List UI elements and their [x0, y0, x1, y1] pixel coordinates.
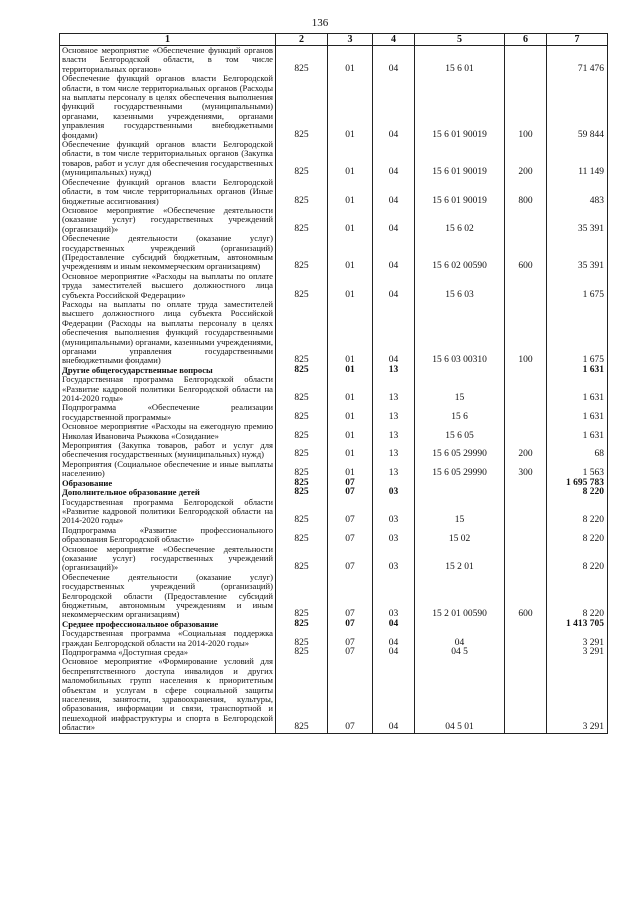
- row-gr-cell: 825: [276, 573, 328, 620]
- row-gr-cell: 825: [276, 498, 328, 526]
- row-csr-cell: 15 6 01 90019: [415, 178, 505, 206]
- row-rz-cell: 01: [328, 178, 373, 206]
- row-sum-cell: 3 291: [547, 648, 608, 657]
- row-gr-cell: 825: [276, 648, 328, 657]
- row-csr-cell: 15 6 05 29990: [415, 460, 505, 479]
- row-csr-cell: 15: [415, 498, 505, 526]
- row-name-cell: Подпрограмма «Обеспечение реализации государственной программы»: [60, 403, 276, 422]
- row-rz-cell: 07: [328, 479, 373, 488]
- row-csr-cell: [415, 620, 505, 629]
- row-name-cell: Основное мероприятие «Расходы на ежегодную премию Николая Ивановича Рыжкова «Созидание»: [60, 422, 276, 441]
- row-vr-cell: [505, 46, 547, 75]
- row-csr-cell: 15 02: [415, 526, 505, 545]
- row-pr-cell: 04: [373, 206, 415, 234]
- row-rz-cell: 01: [328, 272, 373, 300]
- row-name-cell: Обеспечение деятельности (оказание услуг) государственных учреждений (организаций) Белгородской области (Предоставление субсидий бюджетным, автономным учреждениям и иным некоммерческим организациям): [60, 573, 276, 620]
- row-name-cell: Подпрограмма «Развитие профессионального образования Белгородской области»: [60, 526, 276, 545]
- row-gr-cell: 825: [276, 46, 328, 75]
- row-vr-cell: 800: [505, 178, 547, 206]
- row-name-cell: Среднее профессиональное образование: [60, 620, 276, 629]
- row-sum-cell: 1 413 705: [547, 620, 608, 629]
- row-name-cell: Обеспечение функций органов власти Белгородской области, в том числе территориальных органов (Иные бюджетные ассигнования): [60, 178, 276, 206]
- row-csr-cell: 15 6: [415, 403, 505, 422]
- row-csr-cell: [415, 488, 505, 497]
- row-pr-cell: 13: [373, 366, 415, 375]
- row-pr-cell: 13: [373, 460, 415, 479]
- row-name-cell: Основное мероприятие «Обеспечение деятельности (оказание услуг) государственных учреждений (организаций)»: [60, 206, 276, 234]
- row-pr-cell: 04: [373, 74, 415, 140]
- row-csr-cell: 15 6 01 90019: [415, 74, 505, 140]
- row-rz-cell: 01: [328, 366, 373, 375]
- row-pr-cell: 04: [373, 629, 415, 648]
- row-gr-cell: 825: [276, 657, 328, 733]
- row-rz-cell: 01: [328, 234, 373, 272]
- row-pr-cell: 13: [373, 375, 415, 403]
- row-vr-cell: [505, 375, 547, 403]
- row-sum-cell: 8 220: [547, 545, 608, 573]
- row-gr-cell: 825: [276, 206, 328, 234]
- row-pr-cell: 04: [373, 648, 415, 657]
- row-vr-cell: 100: [505, 74, 547, 140]
- row-gr-cell: 825: [276, 375, 328, 403]
- row-sum-cell: 11 149: [547, 140, 608, 178]
- row-sum-cell: 1 675: [547, 300, 608, 366]
- header-col-2: 2: [276, 34, 328, 46]
- header-col-6: 6: [505, 34, 547, 46]
- row-name-cell: Основное мероприятие «Формирование условий для беспрепятственного доступа инвалидов и других маломобильных групп населения к приоритетным объектам и услугам в сфере социальной защиты населения, занятости, здравоохранения, культуры, образования, информации и связи, транспортной и пешеходной инфраструктуры и спорта в Белгородской области»: [60, 657, 276, 733]
- table-row: [60, 178, 608, 206]
- row-pr-cell: 13: [373, 422, 415, 441]
- row-vr-cell: 300: [505, 460, 547, 479]
- row-vr-cell: [505, 657, 547, 733]
- row-csr-cell: 15 6 01: [415, 46, 505, 75]
- row-csr-cell: [415, 479, 505, 488]
- row-rz-cell: 07: [328, 498, 373, 526]
- row-name-cell: Основное мероприятие «Расходы на выплаты по оплате труда заместителей высшего должностного лица субъекта Российской Федерации»: [60, 272, 276, 300]
- table-row: [60, 46, 608, 75]
- row-pr-cell: 13: [373, 403, 415, 422]
- row-sum-cell: 1 631: [547, 422, 608, 441]
- header-col-3: 3: [328, 34, 373, 46]
- row-csr-cell: 04 5: [415, 648, 505, 657]
- table-row: [60, 206, 608, 234]
- row-sum-cell: 1 631: [547, 375, 608, 403]
- row-vr-cell: [505, 629, 547, 648]
- table-row: [60, 629, 608, 648]
- header-col-1: 1: [60, 34, 276, 46]
- row-vr-cell: [505, 526, 547, 545]
- row-name-cell: Подпрограмма «Доступная среда»: [60, 648, 276, 657]
- row-csr-cell: 15 6 05: [415, 422, 505, 441]
- row-sum-cell: 483: [547, 178, 608, 206]
- row-gr-cell: 825: [276, 234, 328, 272]
- row-vr-cell: [505, 272, 547, 300]
- row-csr-cell: [415, 366, 505, 375]
- row-rz-cell: 07: [328, 526, 373, 545]
- row-csr-cell: 15 6 05 29990: [415, 441, 505, 460]
- row-vr-cell: 200: [505, 441, 547, 460]
- header-row: [60, 34, 608, 46]
- table-row: [60, 460, 608, 479]
- row-vr-cell: 200: [505, 140, 547, 178]
- budget-table: [59, 33, 608, 734]
- row-csr-cell: 15 6 03: [415, 272, 505, 300]
- table-row: [60, 526, 608, 545]
- table-row: [60, 498, 608, 526]
- row-vr-cell: [505, 620, 547, 629]
- row-gr-cell: 825: [276, 74, 328, 140]
- row-sum-cell: 59 844: [547, 74, 608, 140]
- row-vr-cell: 100: [505, 300, 547, 366]
- row-sum-cell: 1 563: [547, 460, 608, 479]
- row-vr-cell: [505, 488, 547, 497]
- row-rz-cell: 07: [328, 657, 373, 733]
- row-name-cell: Обеспечение деятельности (оказание услуг) государственных учреждений (организаций) (Предоставление субсидий бюджетным, автономным учреждениям и иным некоммерческим организациям): [60, 234, 276, 272]
- row-vr-cell: [505, 648, 547, 657]
- row-rz-cell: 01: [328, 375, 373, 403]
- row-sum-cell: 68: [547, 441, 608, 460]
- row-rz-cell: 01: [328, 206, 373, 234]
- table-row: [60, 375, 608, 403]
- row-pr-cell: 03: [373, 488, 415, 497]
- row-pr-cell: 03: [373, 573, 415, 620]
- row-sum-cell: 1 631: [547, 366, 608, 375]
- table-row: [60, 441, 608, 460]
- row-gr-cell: 825: [276, 403, 328, 422]
- row-pr-cell: 13: [373, 441, 415, 460]
- row-sum-cell: 71 476: [547, 46, 608, 75]
- row-name-cell: Основное мероприятие «Обеспечение функций органов власти Белгородской области, в том числе территориальных органов»: [60, 46, 276, 75]
- row-vr-cell: [505, 206, 547, 234]
- row-csr-cell: 15 6 02 00590: [415, 234, 505, 272]
- row-name-cell: Обеспечение функций органов власти Белгородской области, в том числе территориальных органов (Расходы на выплаты персоналу в целях обеспечения выполнения функций государственными (муниципальными) органами, казенными учреждениями, органами управления государственными внебюджетными фондами): [60, 74, 276, 140]
- row-gr-cell: 825: [276, 140, 328, 178]
- row-pr-cell: 03: [373, 498, 415, 526]
- row-pr-cell: 04: [373, 234, 415, 272]
- table-body: [60, 46, 608, 734]
- row-rz-cell: 07: [328, 620, 373, 629]
- row-rz-cell: 01: [328, 460, 373, 479]
- table-row: [60, 573, 608, 620]
- row-rz-cell: 07: [328, 629, 373, 648]
- row-sum-cell: 35 391: [547, 206, 608, 234]
- row-pr-cell: 04: [373, 300, 415, 366]
- row-csr-cell: 15 2 01: [415, 545, 505, 573]
- row-name-cell: Мероприятия (Социальное обеспечение и иные выплаты населению): [60, 460, 276, 479]
- row-gr-cell: 825: [276, 272, 328, 300]
- row-pr-cell: 04: [373, 657, 415, 733]
- table-row: [60, 545, 608, 573]
- row-gr-cell: 825: [276, 479, 328, 488]
- table-row: [60, 234, 608, 272]
- row-name-cell: Расходы на выплаты по оплате труда заместителей высшего должностного лица субъекта Российской Федерации (Расходы на выплаты персоналу в целях обеспечения выполнения функций государственными (муниципальными) органами, казенными учреждениями, органами управления государственными внебюджетными фондами): [60, 300, 276, 366]
- row-gr-cell: 825: [276, 620, 328, 629]
- table-row: [60, 422, 608, 441]
- row-name-cell: Дополнительное образование детей: [60, 488, 276, 497]
- row-name-cell: Мероприятия (Закупка товаров, работ и услуг для обеспечения государственных (муниципальных) нужд): [60, 441, 276, 460]
- row-vr-cell: [505, 479, 547, 488]
- table-row: [60, 74, 608, 140]
- row-rz-cell: 01: [328, 441, 373, 460]
- row-gr-cell: 825: [276, 545, 328, 573]
- row-gr-cell: 825: [276, 526, 328, 545]
- row-pr-cell: 04: [373, 140, 415, 178]
- row-csr-cell: 15 6 01 90019: [415, 140, 505, 178]
- row-rz-cell: 01: [328, 403, 373, 422]
- table-row: [60, 140, 608, 178]
- row-rz-cell: 01: [328, 140, 373, 178]
- row-csr-cell: 15 2 01 00590: [415, 573, 505, 620]
- row-pr-cell: 04: [373, 272, 415, 300]
- row-csr-cell: 04 5 01: [415, 657, 505, 733]
- row-vr-cell: [505, 366, 547, 375]
- row-vr-cell: [505, 422, 547, 441]
- row-pr-cell: 03: [373, 526, 415, 545]
- table-row: [60, 657, 608, 733]
- row-pr-cell: 03: [373, 545, 415, 573]
- row-sum-cell: 8 220: [547, 488, 608, 497]
- table-row: [60, 272, 608, 300]
- row-gr-cell: 825: [276, 366, 328, 375]
- row-sum-cell: 3 291: [547, 629, 608, 648]
- row-csr-cell: 04: [415, 629, 505, 648]
- row-name-cell: Государственная программа Белгородской области «Развитие кадровой политики Белгородской области на 2014-2020 годы»: [60, 375, 276, 403]
- row-gr-cell: 825: [276, 460, 328, 479]
- row-csr-cell: 15 6 02: [415, 206, 505, 234]
- row-vr-cell: [505, 498, 547, 526]
- row-vr-cell: 600: [505, 234, 547, 272]
- row-sum-cell: 35 391: [547, 234, 608, 272]
- row-gr-cell: 825: [276, 300, 328, 366]
- row-pr-cell: 04: [373, 620, 415, 629]
- row-csr-cell: 15: [415, 375, 505, 403]
- row-sum-cell: 1 675: [547, 272, 608, 300]
- row-name-cell: Государственная программа «Социальная поддержка граждан Белгородской области на 2014-2020 годы»: [60, 629, 276, 648]
- row-rz-cell: 07: [328, 573, 373, 620]
- row-rz-cell: 01: [328, 74, 373, 140]
- row-name-cell: Другие общегосударственные вопросы: [60, 366, 276, 375]
- row-pr-cell: 04: [373, 46, 415, 75]
- row-gr-cell: 825: [276, 422, 328, 441]
- row-rz-cell: 01: [328, 46, 373, 75]
- row-sum-cell: 8 220: [547, 498, 608, 526]
- page-number: 136: [311, 17, 329, 29]
- table-row: [60, 300, 608, 366]
- row-rz-cell: 01: [328, 422, 373, 441]
- row-sum-cell: 8 220: [547, 573, 608, 620]
- row-rz-cell: 01: [328, 300, 373, 366]
- row-name-cell: Основное мероприятие «Обеспечение деятельности (оказание услуг) государственных учреждений (организаций)»: [60, 545, 276, 573]
- row-name-cell: Образование: [60, 479, 276, 488]
- row-gr-cell: 825: [276, 488, 328, 497]
- row-rz-cell: 07: [328, 648, 373, 657]
- row-csr-cell: 15 6 03 00310: [415, 300, 505, 366]
- row-vr-cell: 600: [505, 573, 547, 620]
- row-rz-cell: 07: [328, 488, 373, 497]
- row-sum-cell: 1 695 783: [547, 479, 608, 488]
- row-gr-cell: 825: [276, 441, 328, 460]
- header-col-5: 5: [415, 34, 505, 46]
- row-pr-cell: 04: [373, 178, 415, 206]
- row-name-cell: Обеспечение функций органов власти Белгородской области, в том числе территориальных органов (Закупка товаров, работ и услуг для обеспечения государственных (муниципальных) нужд): [60, 140, 276, 178]
- row-vr-cell: [505, 545, 547, 573]
- table-row: [60, 403, 608, 422]
- row-sum-cell: 3 291: [547, 657, 608, 733]
- row-sum-cell: 8 220: [547, 526, 608, 545]
- header-col-4: 4: [373, 34, 415, 46]
- row-vr-cell: [505, 403, 547, 422]
- row-name-cell: Государственная программа Белгородской области «Развитие кадровой политики Белгородской области на 2014-2020 годы»: [60, 498, 276, 526]
- row-sum-cell: 1 631: [547, 403, 608, 422]
- row-rz-cell: 07: [328, 545, 373, 573]
- row-gr-cell: 825: [276, 178, 328, 206]
- header-col-7: 7: [547, 34, 608, 46]
- row-gr-cell: 825: [276, 629, 328, 648]
